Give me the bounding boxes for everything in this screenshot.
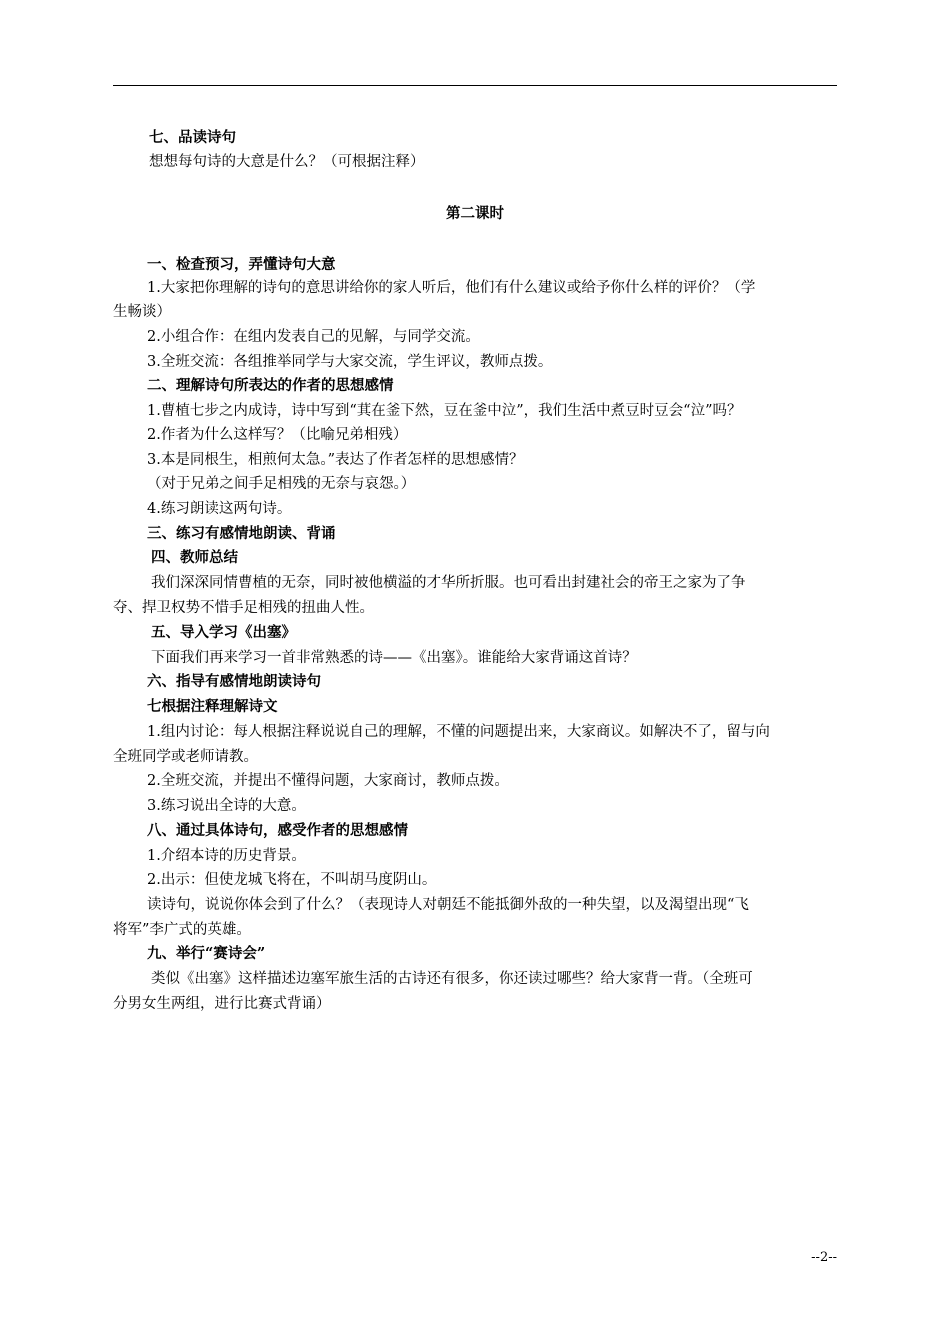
- text-line: 全班同学或老师请教。: [113, 749, 258, 765]
- text-line: 2.作者为什么这样写？（比喻兄弟相残）: [147, 427, 408, 443]
- text-line: 1.介绍本诗的历史背景。: [147, 848, 306, 864]
- text-line: 2.全班交流，并提出不懂得问题，大家商讨，教师点拨。: [147, 773, 509, 789]
- text-line: 类似《出塞》这样描述边塞军旅生活的古诗还有很多，你还读过哪些？给大家背一背。（全班可: [151, 971, 753, 987]
- text-line: 八、通过具体诗句，感受作者的思想感情: [147, 822, 408, 839]
- text-line: （对于兄弟之间手足相残的无奈与哀怨。）: [147, 476, 416, 492]
- text-line: 我们深深同情曹植的无奈，同时被他横溢的才华所折服。也可看出封建社会的帝王之家为了争: [151, 575, 746, 591]
- text-line: 3.全班交流：各组推举同学与大家交流，学生评议，教师点拨。: [147, 354, 553, 370]
- text-line: 1.组内讨论：每人根据注释说说自己的理解，不懂的问题提出来，大家商议。如解决不了，留与向: [147, 724, 770, 740]
- text-line: 1.大家把你理解的诗句的意思讲给你的家人听后，他们有什么建议或给予你什么样的评价？（学: [147, 280, 756, 296]
- text-line: 二、理解诗句所表达的作者的思想感情: [147, 377, 394, 394]
- text-line: 三、练习有感情地朗读、背诵: [147, 525, 336, 542]
- text-line: 第二课时: [446, 205, 504, 222]
- text-line: 生畅谈）: [113, 304, 171, 320]
- text-line: 将军”李广式的英雄。: [113, 922, 251, 938]
- text-line: 2.出示：但使龙城飞将在，不叫胡马度阴山。: [147, 872, 437, 888]
- text-line: 下面我们再来学习一首非常熟悉的诗——《出塞》。谁能给大家背诵这首诗？: [151, 650, 637, 666]
- text-line: 读诗句，说说你体会到了什么？（表现诗人对朝廷不能抵御外敌的一种失望，以及渴望出现“飞: [147, 897, 749, 913]
- text-line: 夺、捍卫权势不惜手足相残的扭曲人性。: [113, 600, 374, 616]
- text-line: 4.练习朗读这两句诗。: [147, 501, 292, 517]
- text-line: 想想每句诗的大意是什么？（可根据注释）: [149, 154, 425, 170]
- text-line: 3.练习说出全诗的大意。: [147, 798, 306, 814]
- text-line: 3.本是同根生，相煎何太急。”表达了作者怎样的思想感情？: [147, 452, 524, 468]
- text-line: 七、品读诗句: [149, 129, 236, 146]
- text-line: 四、教师总结: [151, 549, 238, 566]
- text-line: 分男女生两组，进行比赛式背诵）: [113, 996, 331, 1012]
- text-line: 六、指导有感情地朗读诗句: [147, 673, 321, 690]
- text-line: 一、检查预习，弄懂诗句大意: [147, 256, 336, 273]
- text-line: 九、举行“赛诗会”: [147, 945, 266, 962]
- text-line: 七根据注释理解诗文: [147, 698, 278, 715]
- header-rule: [113, 85, 837, 86]
- page-number: --2--: [811, 1250, 837, 1265]
- text-line: 五、导入学习《出塞》: [151, 624, 296, 641]
- text-line: 1.曹植七步之内成诗，诗中写到“萁在釜下然，豆在釜中泣”，我们生活中煮豆时豆会“泣”吗？: [147, 403, 742, 419]
- text-line: 2.小组合作：在组内发表自己的见解，与同学交流。: [147, 329, 480, 345]
